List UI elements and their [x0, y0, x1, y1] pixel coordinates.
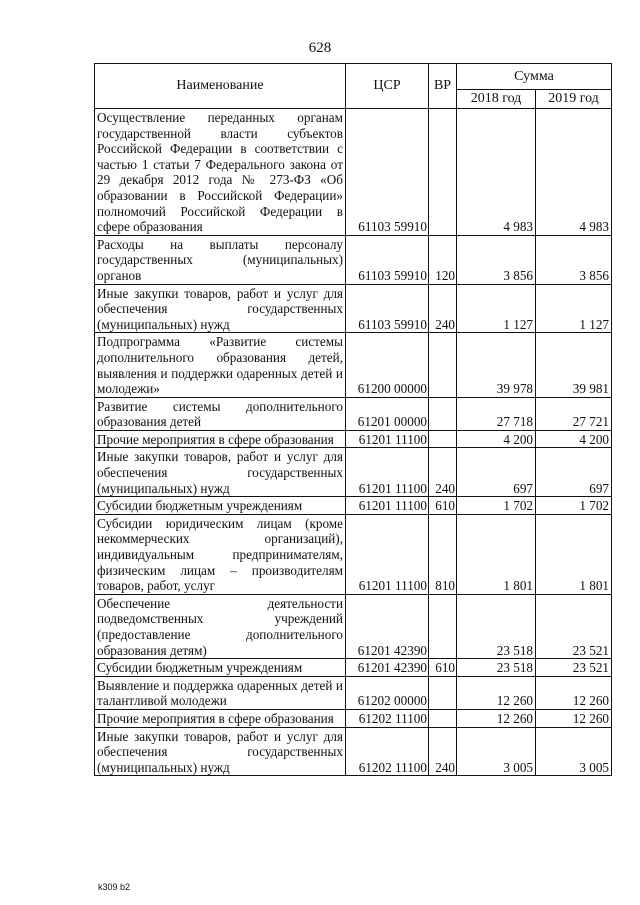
table-row	[95, 676, 612, 709]
row-value-2019: 23 521	[536, 659, 612, 677]
row-csr: 61201 11100	[346, 430, 429, 448]
row-value-2019: 1 127	[536, 284, 612, 333]
row-value-2018: 23 518	[457, 594, 536, 658]
row-name: Субсидии бюджетным учреждениям	[95, 497, 346, 515]
row-csr: 61202 11100	[346, 709, 429, 727]
row-value-2018: 4 983	[457, 109, 536, 236]
table-row	[95, 594, 612, 658]
row-vr	[429, 709, 457, 727]
row-value-2018: 697	[457, 448, 536, 497]
row-vr: 240	[429, 284, 457, 333]
row-name: Подпрограмма «Развитие системы дополнительного образования детей, выявления и поддержки одаренных детей и молодежи»	[95, 333, 346, 397]
row-csr: 61201 42390	[346, 659, 429, 677]
row-vr: 120	[429, 235, 457, 284]
row-value-2018: 23 518	[457, 659, 536, 677]
table-row	[95, 448, 612, 497]
row-csr: 61103 59910	[346, 284, 429, 333]
row-vr	[429, 333, 457, 397]
table-row	[95, 727, 612, 776]
row-vr	[429, 109, 457, 236]
row-value-2019: 12 260	[536, 676, 612, 709]
row-value-2019: 39 981	[536, 333, 612, 397]
footer-code: k309 b2	[98, 882, 131, 892]
row-value-2019: 3 856	[536, 235, 612, 284]
row-name: Иные закупки товаров, работ и услуг для обеспечения государственных (муниципальных) нужд	[95, 727, 346, 776]
table-row	[95, 109, 612, 236]
header-csr: ЦСР	[346, 64, 429, 109]
row-value-2019: 27 721	[536, 397, 612, 430]
row-value-2018: 1 801	[457, 514, 536, 594]
row-value-2019: 4 200	[536, 430, 612, 448]
row-value-2018: 1 127	[457, 284, 536, 333]
row-csr: 61201 00000	[346, 397, 429, 430]
row-vr: 240	[429, 727, 457, 776]
header-name: Наименование	[95, 64, 346, 109]
header-sum: Сумма	[457, 64, 612, 90]
row-name: Прочие мероприятия в сфере образования	[95, 709, 346, 727]
row-vr: 240	[429, 448, 457, 497]
row-csr: 61201 11100	[346, 514, 429, 594]
row-vr: 810	[429, 514, 457, 594]
row-value-2019: 1 801	[536, 514, 612, 594]
row-vr	[429, 676, 457, 709]
table-row	[95, 284, 612, 333]
row-csr: 61201 42390	[346, 594, 429, 658]
table-row	[95, 430, 612, 448]
row-vr: 610	[429, 497, 457, 515]
budget-table	[94, 63, 612, 776]
row-csr: 61103 59910	[346, 235, 429, 284]
row-value-2018: 27 718	[457, 397, 536, 430]
header-vr: ВР	[429, 64, 457, 109]
table-row	[95, 659, 612, 677]
row-vr	[429, 397, 457, 430]
row-name: Обеспечение деятельности подведомственных учреждений (предоставление дополнительного образования детям)	[95, 594, 346, 658]
row-csr: 61200 00000	[346, 333, 429, 397]
row-value-2019: 3 005	[536, 727, 612, 776]
row-value-2019: 4 983	[536, 109, 612, 236]
row-name: Иные закупки товаров, работ и услуг для обеспечения государственных (муниципальных) нужд	[95, 448, 346, 497]
row-vr: 610	[429, 659, 457, 677]
row-name: Субсидии юридическим лицам (кроме некоммерческих организаций), индивидуальным предпринимателям, физическим лицам – производителям товаров, работ, услуг	[95, 514, 346, 594]
row-vr	[429, 594, 457, 658]
row-value-2018: 3 856	[457, 235, 536, 284]
row-csr: 61202 00000	[346, 676, 429, 709]
row-value-2019: 697	[536, 448, 612, 497]
table-row	[95, 514, 612, 594]
table-row	[95, 497, 612, 515]
row-name: Развитие системы дополнительного образования детей	[95, 397, 346, 430]
row-value-2018: 12 260	[457, 676, 536, 709]
row-name: Иные закупки товаров, работ и услуг для обеспечения государственных (муниципальных) нужд	[95, 284, 346, 333]
row-value-2019: 23 521	[536, 594, 612, 658]
row-value-2019: 12 260	[536, 709, 612, 727]
row-csr: 61201 11100	[346, 497, 429, 515]
row-name: Выявление и поддержка одаренных детей и талантливой молодежи	[95, 676, 346, 709]
row-csr: 61201 11100	[346, 448, 429, 497]
row-name: Прочие мероприятия в сфере образования	[95, 430, 346, 448]
row-value-2019: 1 702	[536, 497, 612, 515]
table-row	[95, 709, 612, 727]
table-row	[95, 333, 612, 397]
page-number: 628	[308, 40, 332, 56]
row-value-2018: 39 978	[457, 333, 536, 397]
row-value-2018: 12 260	[457, 709, 536, 727]
row-value-2018: 1 702	[457, 497, 536, 515]
table-row	[95, 235, 612, 284]
table-row	[95, 397, 612, 430]
header-year-2019: 2019 год	[536, 90, 612, 109]
row-csr: 61202 11100	[346, 727, 429, 776]
row-vr	[429, 430, 457, 448]
header-year-2018: 2018 год	[457, 90, 536, 109]
row-name: Осуществление переданных органам государственной власти субъектов Российской Федерации в соответствии с частью 1 статьи 7 Федерального закона от 29 декабря 2012 года № 273-ФЗ «Об образовании в Российской Федерации» полномочий Российской Федерации в сфере образования	[95, 109, 346, 236]
row-name: Расходы на выплаты персоналу государственных (муниципальных) органов	[95, 235, 346, 284]
row-value-2018: 3 005	[457, 727, 536, 776]
row-value-2018: 4 200	[457, 430, 536, 448]
row-name: Субсидии бюджетным учреждениям	[95, 659, 346, 677]
row-csr: 61103 59910	[346, 109, 429, 236]
